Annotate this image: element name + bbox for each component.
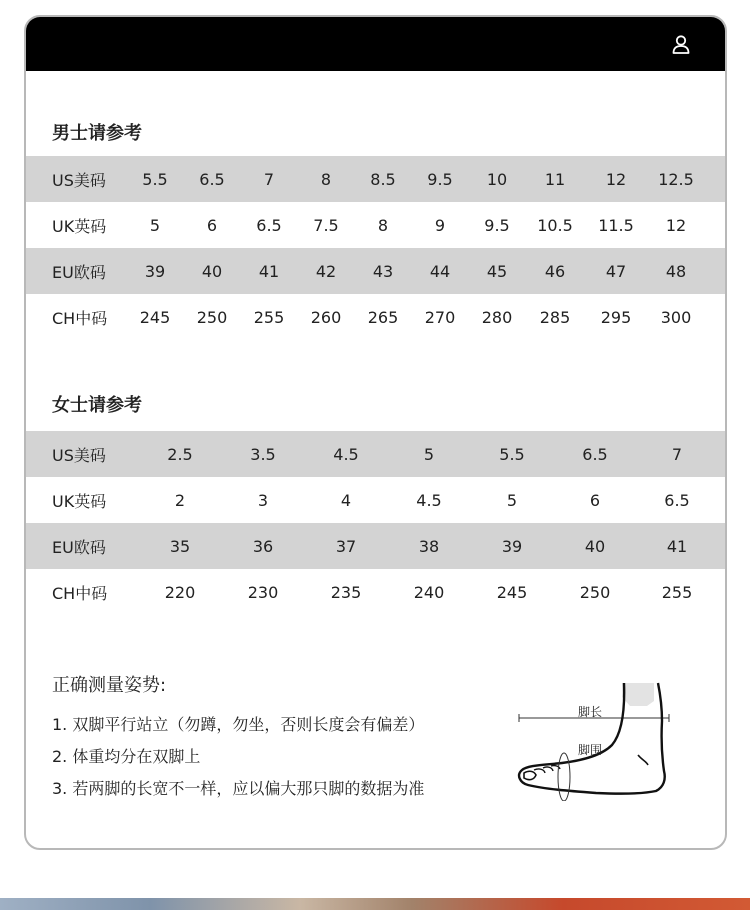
size-cell: 41 [666, 536, 688, 556]
size-cell: 12 [605, 169, 627, 189]
size-cell: 240 [413, 582, 445, 602]
size-cell: 6 [589, 490, 601, 510]
size-cell: 7.5 [313, 215, 339, 235]
size-cell: 3 [257, 490, 269, 510]
men-section-title: 男士请参考 [52, 123, 142, 144]
size-cell: 39 [501, 536, 523, 556]
size-cell: 270 [424, 307, 456, 327]
size-cell: 250 [579, 582, 611, 602]
size-cell: 300 [660, 307, 692, 327]
size-cell: 43 [372, 261, 394, 281]
size-cell: 235 [330, 582, 362, 602]
size-cell: 3.5 [250, 444, 276, 464]
size-cell: 5 [423, 444, 435, 464]
size-cell: 8 [377, 215, 389, 235]
size-cell: 5 [149, 215, 161, 235]
men-row-ch [26, 294, 725, 340]
row-label: CH中码 [52, 308, 108, 328]
size-cell: 220 [164, 582, 196, 602]
row-label: US美码 [52, 170, 106, 190]
guide-step-3: 3. 若两脚的长宽不一样，应以偏大那只脚的数据为准 [52, 779, 425, 798]
women-size-table [26, 431, 725, 615]
size-cell: 6.5 [664, 490, 690, 510]
size-cell: 9.5 [484, 215, 510, 235]
size-cell: 6 [206, 215, 218, 235]
size-cell: 12 [665, 215, 687, 235]
size-cell: 8.5 [370, 169, 396, 189]
foot-measurement-diagram [514, 681, 674, 801]
guide-step-2: 2. 体重均分在双脚上 [52, 747, 201, 766]
guide-step-1: 1. 双脚平行站立（勿蹲，勿坐，否则长度会有偏差） [52, 715, 425, 734]
size-cell: 10.5 [537, 215, 573, 235]
size-cell: 2.5 [167, 444, 193, 464]
women-section-title: 女士请参考 [52, 395, 142, 416]
size-cell: 265 [367, 307, 399, 327]
row-label: EU欧码 [52, 537, 106, 557]
foot-girth-label: 脚围 [578, 743, 603, 757]
size-cell: 6.5 [256, 215, 282, 235]
size-cell: 42 [315, 261, 337, 281]
size-cell: 39 [144, 261, 166, 281]
card-header-bar [26, 17, 725, 71]
size-cell: 255 [661, 582, 693, 602]
size-cell: 6.5 [582, 444, 608, 464]
size-cell: 11.5 [598, 215, 634, 235]
size-cell: 45 [486, 261, 508, 281]
row-label: UK英码 [52, 216, 107, 236]
row-label: EU欧码 [52, 262, 106, 282]
size-cell: 8 [320, 169, 332, 189]
size-cell: 5.5 [142, 169, 168, 189]
size-cell: 7 [263, 169, 275, 189]
row-label: UK英码 [52, 491, 107, 511]
size-cell: 44 [429, 261, 451, 281]
size-cell: 35 [169, 536, 191, 556]
size-cell: 5 [506, 490, 518, 510]
size-cell: 250 [196, 307, 228, 327]
women-row-us [26, 431, 725, 477]
size-cell: 295 [600, 307, 632, 327]
size-cell: 230 [247, 582, 279, 602]
size-cell: 245 [496, 582, 528, 602]
size-chart-card [24, 15, 727, 850]
size-cell: 48 [665, 261, 687, 281]
foot-length-label: 脚长 [578, 705, 603, 719]
size-cell: 47 [605, 261, 627, 281]
measurement-guide-title: 正确测量姿势: [52, 675, 167, 696]
size-cell: 11 [544, 169, 566, 189]
size-cell: 9 [434, 215, 446, 235]
size-cell: 5.5 [499, 444, 525, 464]
size-cell: 40 [584, 536, 606, 556]
user-icon[interactable] [671, 34, 691, 54]
size-cell: 280 [481, 307, 513, 327]
size-cell: 41 [258, 261, 280, 281]
size-cell: 260 [310, 307, 342, 327]
size-cell: 40 [201, 261, 223, 281]
men-size-table [26, 156, 725, 340]
size-cell: 46 [544, 261, 566, 281]
size-cell: 36 [252, 536, 274, 556]
size-cell: 4 [340, 490, 352, 510]
men-row-us [26, 156, 725, 202]
women-row-ch [26, 569, 725, 615]
men-row-uk [26, 202, 725, 248]
product-photo-strip [0, 898, 750, 910]
row-label: CH中码 [52, 583, 108, 603]
size-cell: 2 [174, 490, 186, 510]
size-cell: 10 [486, 169, 508, 189]
size-cell: 245 [139, 307, 171, 327]
size-cell: 38 [418, 536, 440, 556]
size-cell: 6.5 [199, 169, 225, 189]
size-cell: 255 [253, 307, 285, 327]
women-row-uk [26, 477, 725, 523]
size-cell: 4.5 [333, 444, 359, 464]
size-cell: 9.5 [427, 169, 453, 189]
size-cell: 37 [335, 536, 357, 556]
size-cell: 285 [539, 307, 571, 327]
size-cell: 12.5 [658, 169, 694, 189]
women-row-eu [26, 523, 725, 569]
size-cell: 7 [671, 444, 683, 464]
size-cell: 4.5 [416, 490, 442, 510]
row-label: US美码 [52, 445, 106, 465]
men-row-eu [26, 248, 725, 294]
